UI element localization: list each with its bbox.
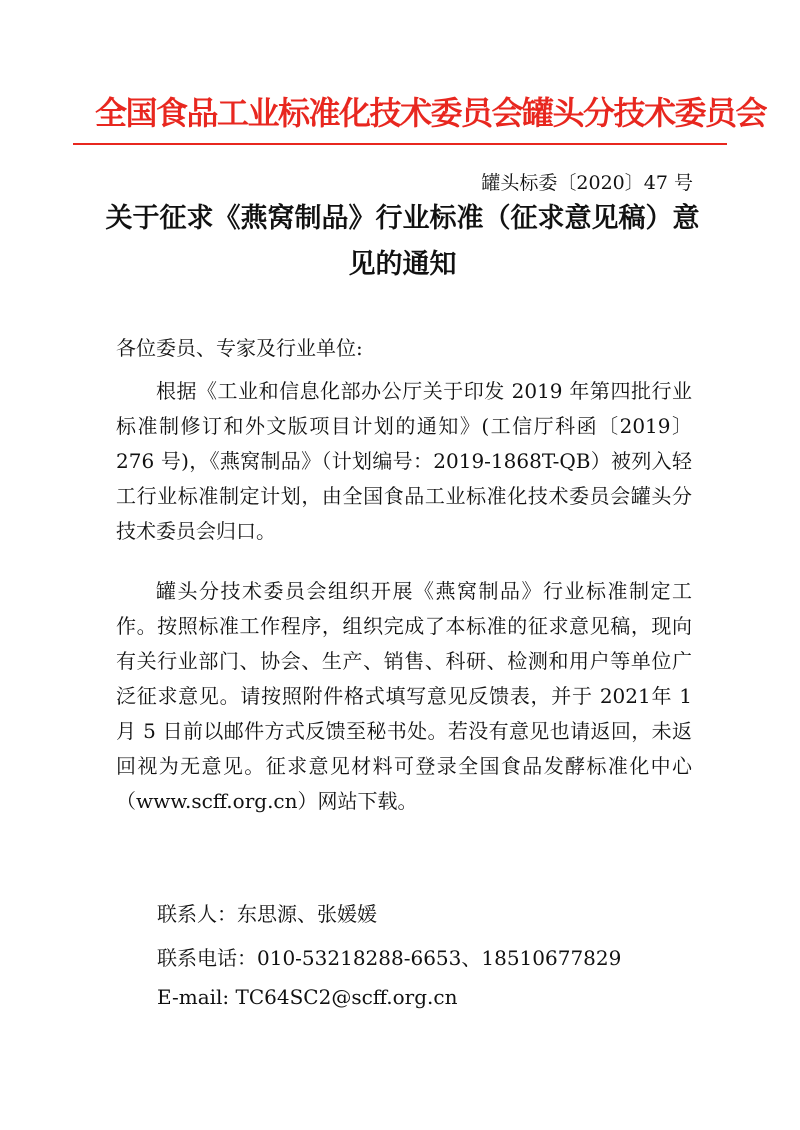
salutation: 各位委员、专家及行业单位: [116,336,363,360]
organization-header: 全国食品工业标准化技术委员会罐头分技术委员会 [95,94,767,132]
body-paragraph: 罐头分技术委员会组织开展《燕窝制品》行业标准制定工作。按照标准工作程序，组织完成了本标准的征求意见稿，现向有关行业部门、协会、生产、销售、科研、检测和用户等单位广泛征求意见。请按照附件格式填写意见反馈表，并于 2021年 1 月 5 日前以邮件方式反馈至秘书处。若没有意见也请返回，未返回视为无意见。征求意见材料可登录全国食品发酵标准化中心（www.scff.org.cn）网站下载。 [116,579,692,813]
contact-phone: 联系电话：010-53218288-6653、18510677829 [157,946,622,970]
body-paragraph: 根据《工业和信息化部办公厅关于印发 2019 年第四批行业标准制修订和外文版项目计划的通知》(工信厅科函〔2019〕276 号)，《燕窝制品》（计划编号：2019-1868T-QB）被列入轻工行业标准制定计划，由全国食品工业标准化技术委员会罐头分技术委员会归口。 [116,379,692,543]
header-divider-line [73,143,727,145]
contact-email: E-mail: TC64SC2@scff.org.cn [157,985,458,1009]
contact-person: 联系人：东思源、张媛媛 [157,902,377,926]
document-number: 罐头标委〔2020〕47 号 [481,172,693,194]
document-title: 关于征求《燕窝制品》行业标准（征求意见稿）意见的通知 [105,203,700,280]
